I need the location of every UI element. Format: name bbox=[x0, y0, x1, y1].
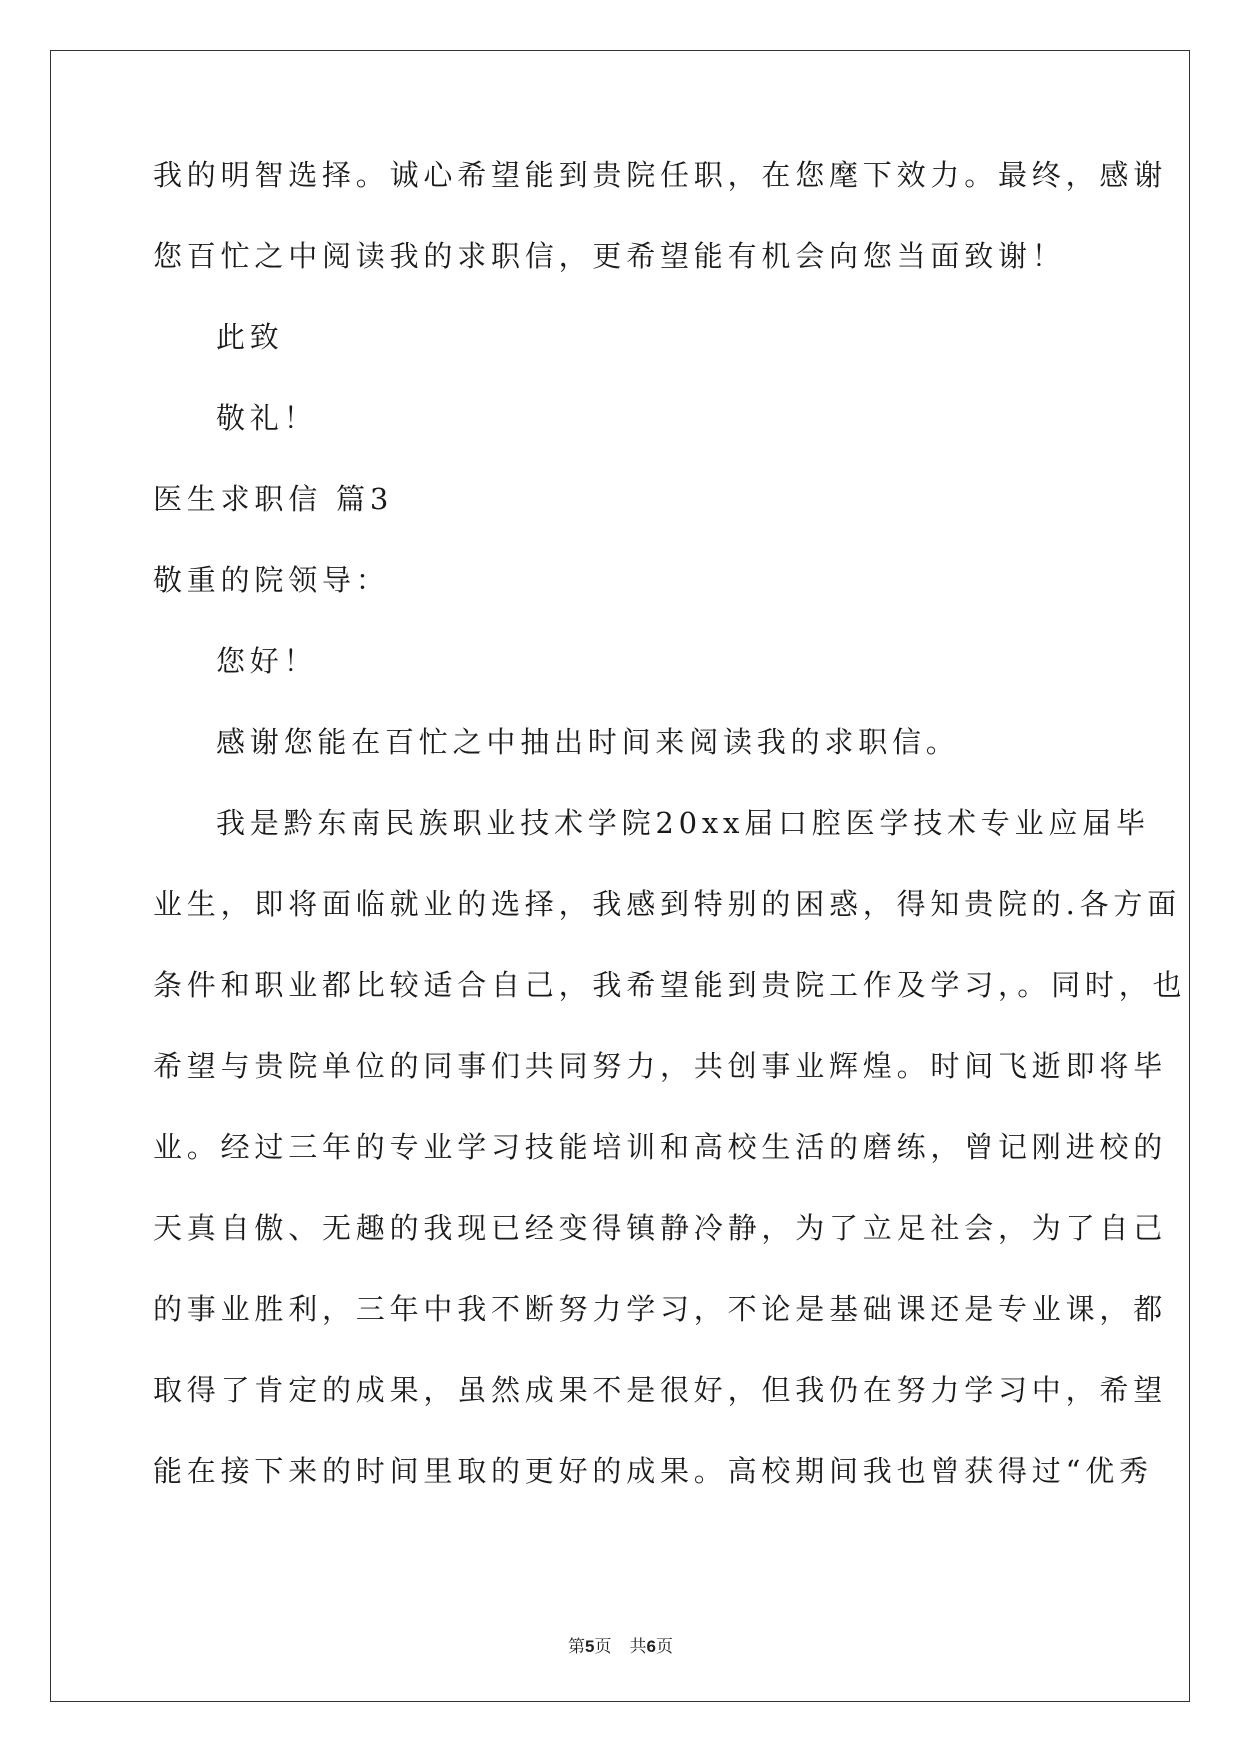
page-suffix: 页 bbox=[594, 1637, 612, 1657]
document-body bbox=[153, 158, 1187, 1537]
paragraph-line: 业。经过三年的专业学习技能培训和高校生活的磨练，曾记刚进校的 bbox=[153, 1130, 1168, 1164]
paragraph-line: 希望与贵院单位的同事们共同努力，共创事业辉煌。时间飞逝即将毕 bbox=[153, 1049, 1168, 1083]
total-suffix: 页 bbox=[655, 1637, 673, 1657]
paragraph-line: 取得了肯定的成果，虽然成果不是很好，但我仍在努力学习中，希望 bbox=[153, 1373, 1168, 1407]
closing-salutation: 此致 bbox=[216, 320, 284, 354]
current-page-number: 5 bbox=[585, 1637, 595, 1656]
page-prefix: 第 bbox=[568, 1637, 586, 1657]
paragraph-line: 我是黔东南民族职业技术学院20xx届口腔医学技术专业应届毕 bbox=[216, 806, 1150, 840]
section-heading: 医生求职信 篇3 bbox=[153, 482, 394, 516]
paragraph-line: 能在接下来的时间里取的更好的成果。高校期间我也曾获得过“优秀 bbox=[153, 1454, 1153, 1488]
letter-hello: 您好！ bbox=[216, 644, 318, 678]
paragraph-line: 条件和职业都比较适合自己，我希望能到贵院工作及学习，。同时，也 bbox=[153, 968, 1187, 1002]
paragraph-line: 感谢您能在百忙之中抽出时间来阅读我的求职信。 bbox=[216, 725, 960, 759]
paragraph-line: 您百忙之中阅读我的求职信，更希望能有机会向您当面致谢！ bbox=[153, 239, 1066, 273]
paragraph-line: 天真自傲、无趣的我现已经变得镇静冷静，为了立足社会，为了自己 bbox=[153, 1211, 1168, 1245]
page-footer bbox=[0, 1632, 1241, 1657]
closing-regards: 敬礼！ bbox=[216, 401, 318, 435]
paragraph-line: 的事业胜利，三年中我不断努力学习，不论是基础课还是专业课，都 bbox=[153, 1292, 1168, 1326]
total-prefix: 共 bbox=[629, 1637, 647, 1657]
letter-greeting: 敬重的院领导： bbox=[153, 563, 390, 597]
paragraph-line: 我的明智选择。诚心希望能到贵院任职，在您麾下效力。最终，感谢 bbox=[153, 158, 1168, 192]
total-page-number: 6 bbox=[646, 1637, 656, 1656]
paragraph-line: 业生，即将面临就业的选择，我感到特别的困惑，得知贵院的.各方面 bbox=[153, 887, 1182, 921]
